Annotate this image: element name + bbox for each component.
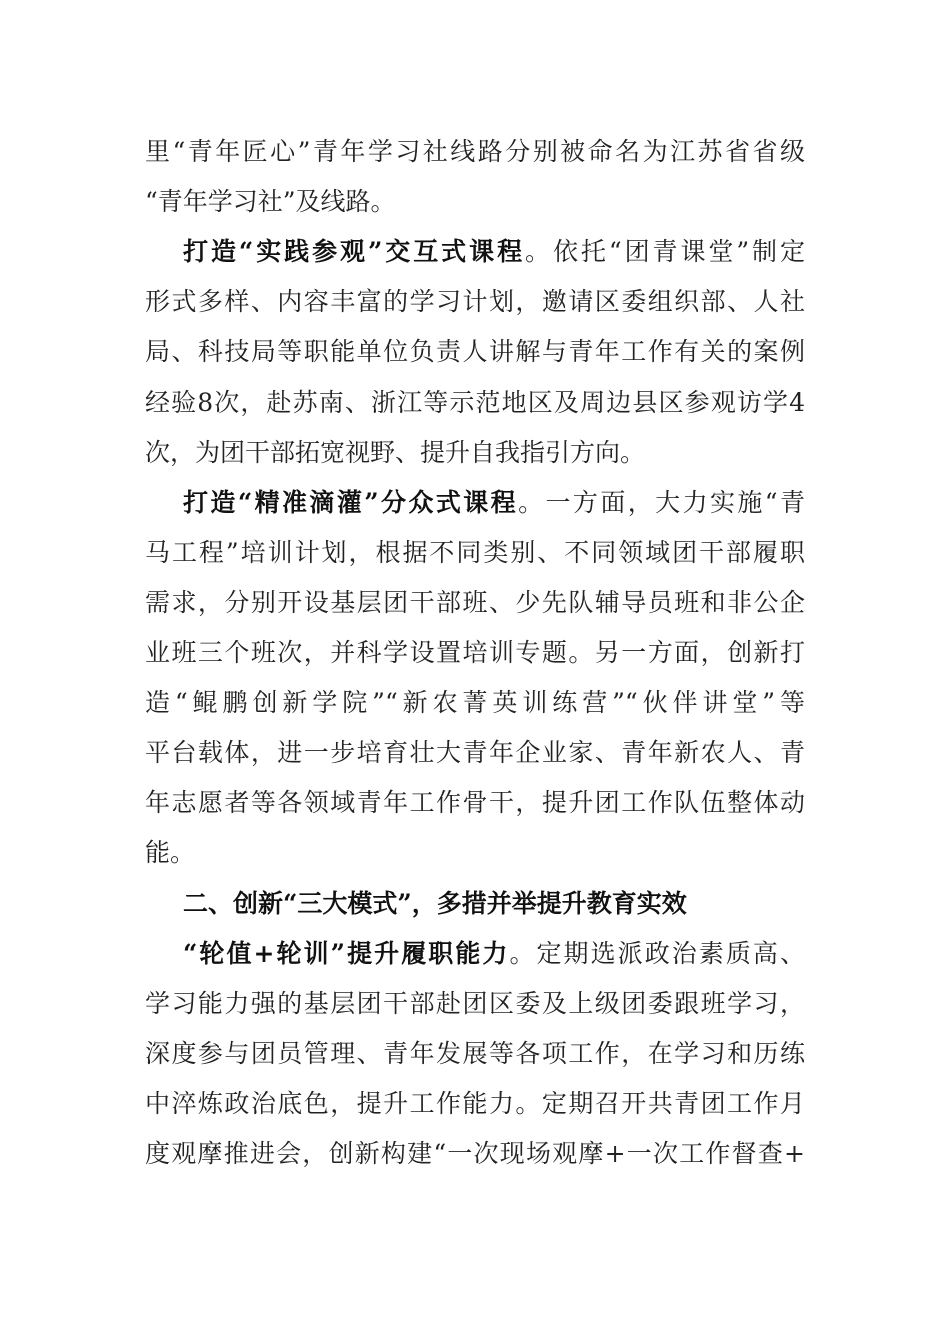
text-line	[145, 137, 805, 167]
bold-lead: 二、创新“三大模式”，多措并举提升教育实效	[183, 888, 687, 918]
line-text: 。一方面，大力实施“青	[518, 487, 805, 517]
bold-lead: 打造“精准滴灌”分众式课程	[183, 487, 519, 517]
line-text: 经验8次，赴苏南、浙江等示范地区及周边县区参观访学4	[145, 387, 805, 417]
text-line	[145, 1039, 805, 1069]
text-line	[145, 538, 805, 568]
text-line	[145, 588, 805, 618]
line-text: “青年学习社”及线路。	[145, 187, 396, 217]
line-text: 能。	[145, 838, 196, 868]
text-line	[145, 738, 805, 768]
line-text: 。定期选派政治素质高、	[509, 938, 805, 968]
text-line	[145, 1089, 805, 1119]
line-text: 形式多样、内容丰富的学习计划，邀请区委组织部、人社	[145, 287, 805, 317]
text-line	[145, 688, 805, 718]
bold-lead: 打造“实践参观”交互式课程	[183, 237, 526, 267]
text-line	[145, 187, 805, 217]
text-line	[145, 838, 805, 868]
text-line	[145, 788, 805, 818]
line-text: 学习能力强的基层团干部赴团区委及上级团委跟班学习，	[145, 988, 805, 1018]
text-line	[145, 638, 805, 668]
text-line	[145, 438, 805, 468]
line-text: 中淬炼政治底色，提升工作能力。定期召开共青团工作月	[145, 1088, 805, 1118]
line-text: 次，为团干部拓宽视野、提升自我指引方向。	[145, 437, 646, 467]
section-heading	[183, 889, 805, 919]
paragraph-lead-line	[183, 237, 805, 267]
line-text: 。依托“团青课堂”制定	[525, 237, 806, 267]
line-text: 局、科技局等职能单位负责人讲解与青年工作有关的案例	[145, 337, 805, 367]
line-text: 造“鲲鹏创新学院”“新农菁英训练营”“伙伴讲堂”等	[145, 688, 805, 718]
line-text: 深度参与团员管理、青年发展等各项工作，在学习和历练	[145, 1038, 805, 1068]
text-line	[145, 1139, 805, 1169]
line-text: 平台载体，进一步培育壮大青年企业家、青年新农人、青	[145, 738, 805, 768]
paragraph-lead-line	[183, 488, 805, 518]
line-text: 年志愿者等各领域青年工作骨干，提升团工作队伍整体动	[145, 788, 805, 818]
line-text: 里“青年匠心”青年学习社线路分别被命名为江苏省省级	[145, 137, 805, 166]
bold-lead: “轮值+轮训”提升履职能力	[183, 938, 510, 968]
text-line	[145, 388, 805, 418]
line-text: 需求，分别开设基层团干部班、少先队辅导员班和非公企	[145, 587, 805, 617]
text-line	[145, 337, 805, 367]
text-line	[145, 989, 805, 1019]
line-text: 度观摩推进会，创新构建“一次现场观摩+一次工作督查+	[145, 1139, 805, 1168]
line-text: 马工程”培训计划，根据不同类别、不同领域团干部履职	[145, 537, 805, 567]
line-text: 业班三个班次，并科学设置培训专题。另一方面，创新打	[145, 638, 805, 667]
paragraph-lead-line	[183, 939, 805, 969]
text-line	[145, 287, 805, 317]
